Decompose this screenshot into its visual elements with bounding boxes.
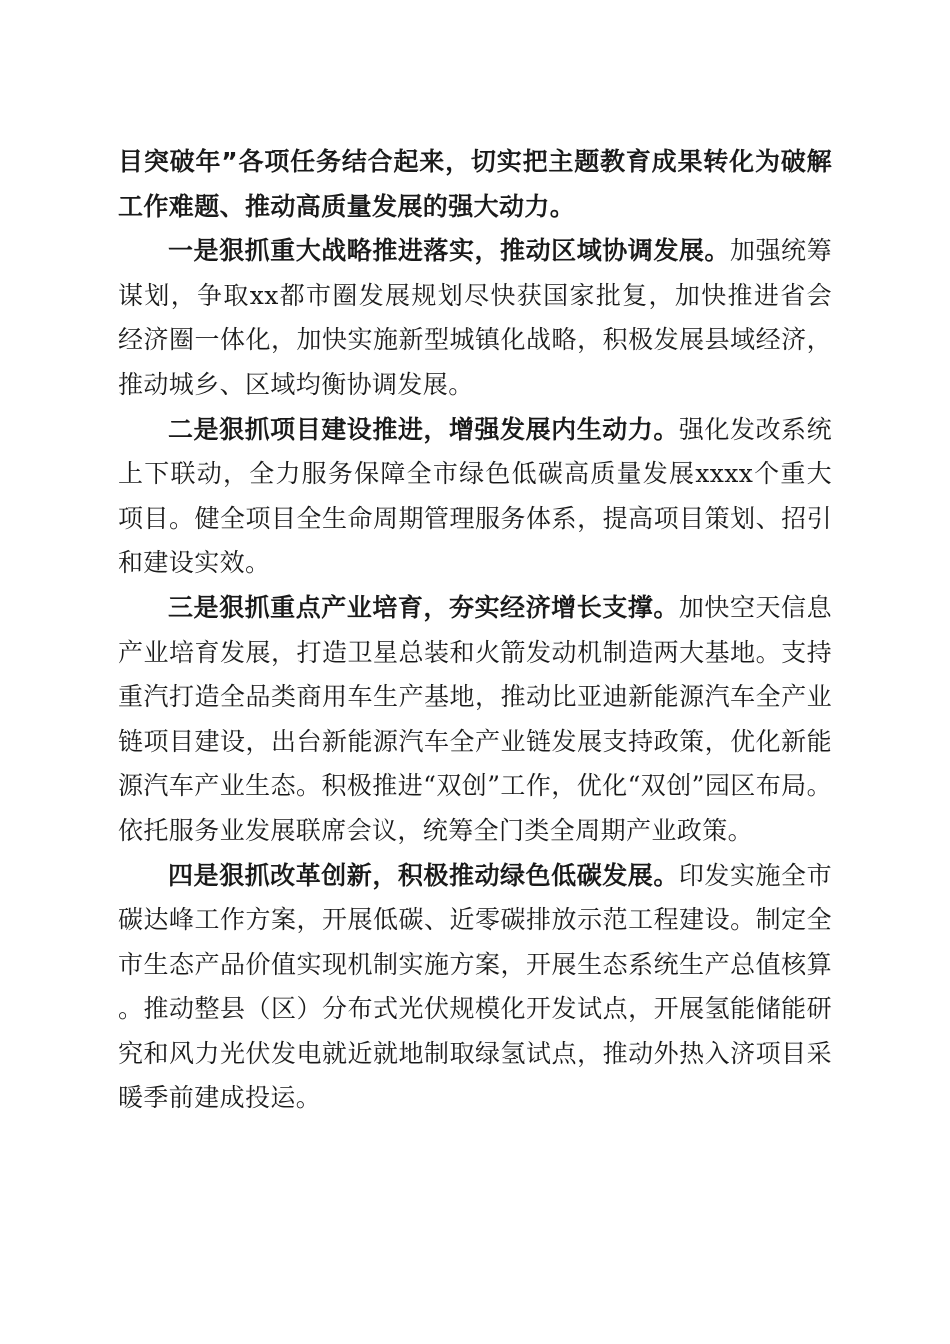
- paragraph-1-lead: 一是狠抓重大战略推进落实，推动区域协调发展。: [168, 236, 730, 266]
- paragraph-2-body: 强化发改系统上下联动，全力服务保障全市绿色低碳高质量发展xxxx个重大项目。健全项目全生命周期管理服务体系，提高项目策划、招引和建设实效。: [118, 414, 832, 578]
- paragraph-1: [118, 229, 832, 407]
- paragraph-3: [118, 586, 832, 854]
- paragraph-3-lead: 三是狠抓重点产业培育，夯实经济增长支撑。: [168, 592, 679, 622]
- paragraph-4: [118, 854, 832, 1122]
- intro-paragraph: 目突破年”各项任务结合起来，切实把主题教育成果转化为破解工作难题、推动高质量发展的强大动力。: [118, 147, 832, 221]
- paragraph-4-lead: 四是狠抓改革创新，积极推动绿色低碳发展。: [168, 860, 679, 890]
- paragraph-1-body: 加强统筹谋划，争取xx都市圈发展规划尽快获国家批复，加快推进省会经济圈一体化，加快实施新型城镇化战略，积极发展县域经济，推动城乡、区域均衡协调发展。: [118, 236, 832, 399]
- paragraph-2-lead: 二是狠抓项目建设推进，增强发展内生动力。: [168, 414, 679, 444]
- document-page: [118, 140, 832, 1121]
- paragraph-3-body: 加快空天信息产业培育发展，打造卫星总装和火箭发动机制造两大基地。支持重汽打造全品类商用车生产基地，推动比亚迪新能源汽车全产业链项目建设，出台新能源汽车全产业链发展支持政策，优化新能源汽车产业生态。积极推进“双创”工作，优化“双创”园区布局。依托服务业发展联席会议，统筹全门类全周期产业政策。: [118, 592, 832, 845]
- paragraph-4-body: 印发实施全市碳达峰工作方案，开展低碳、近零碳排放示范工程建设。制定全市生态产品价值实现机制实施方案，开展生态系统生产总值核算。推动整县（区）分布式光伏规模化开发试点，开展氢能储能研究和风力光伏发电就近就地制取绿氢试点，推动外热入济项目采暖季前建成投运。: [118, 860, 832, 1113]
- paragraph-2: [118, 408, 832, 586]
